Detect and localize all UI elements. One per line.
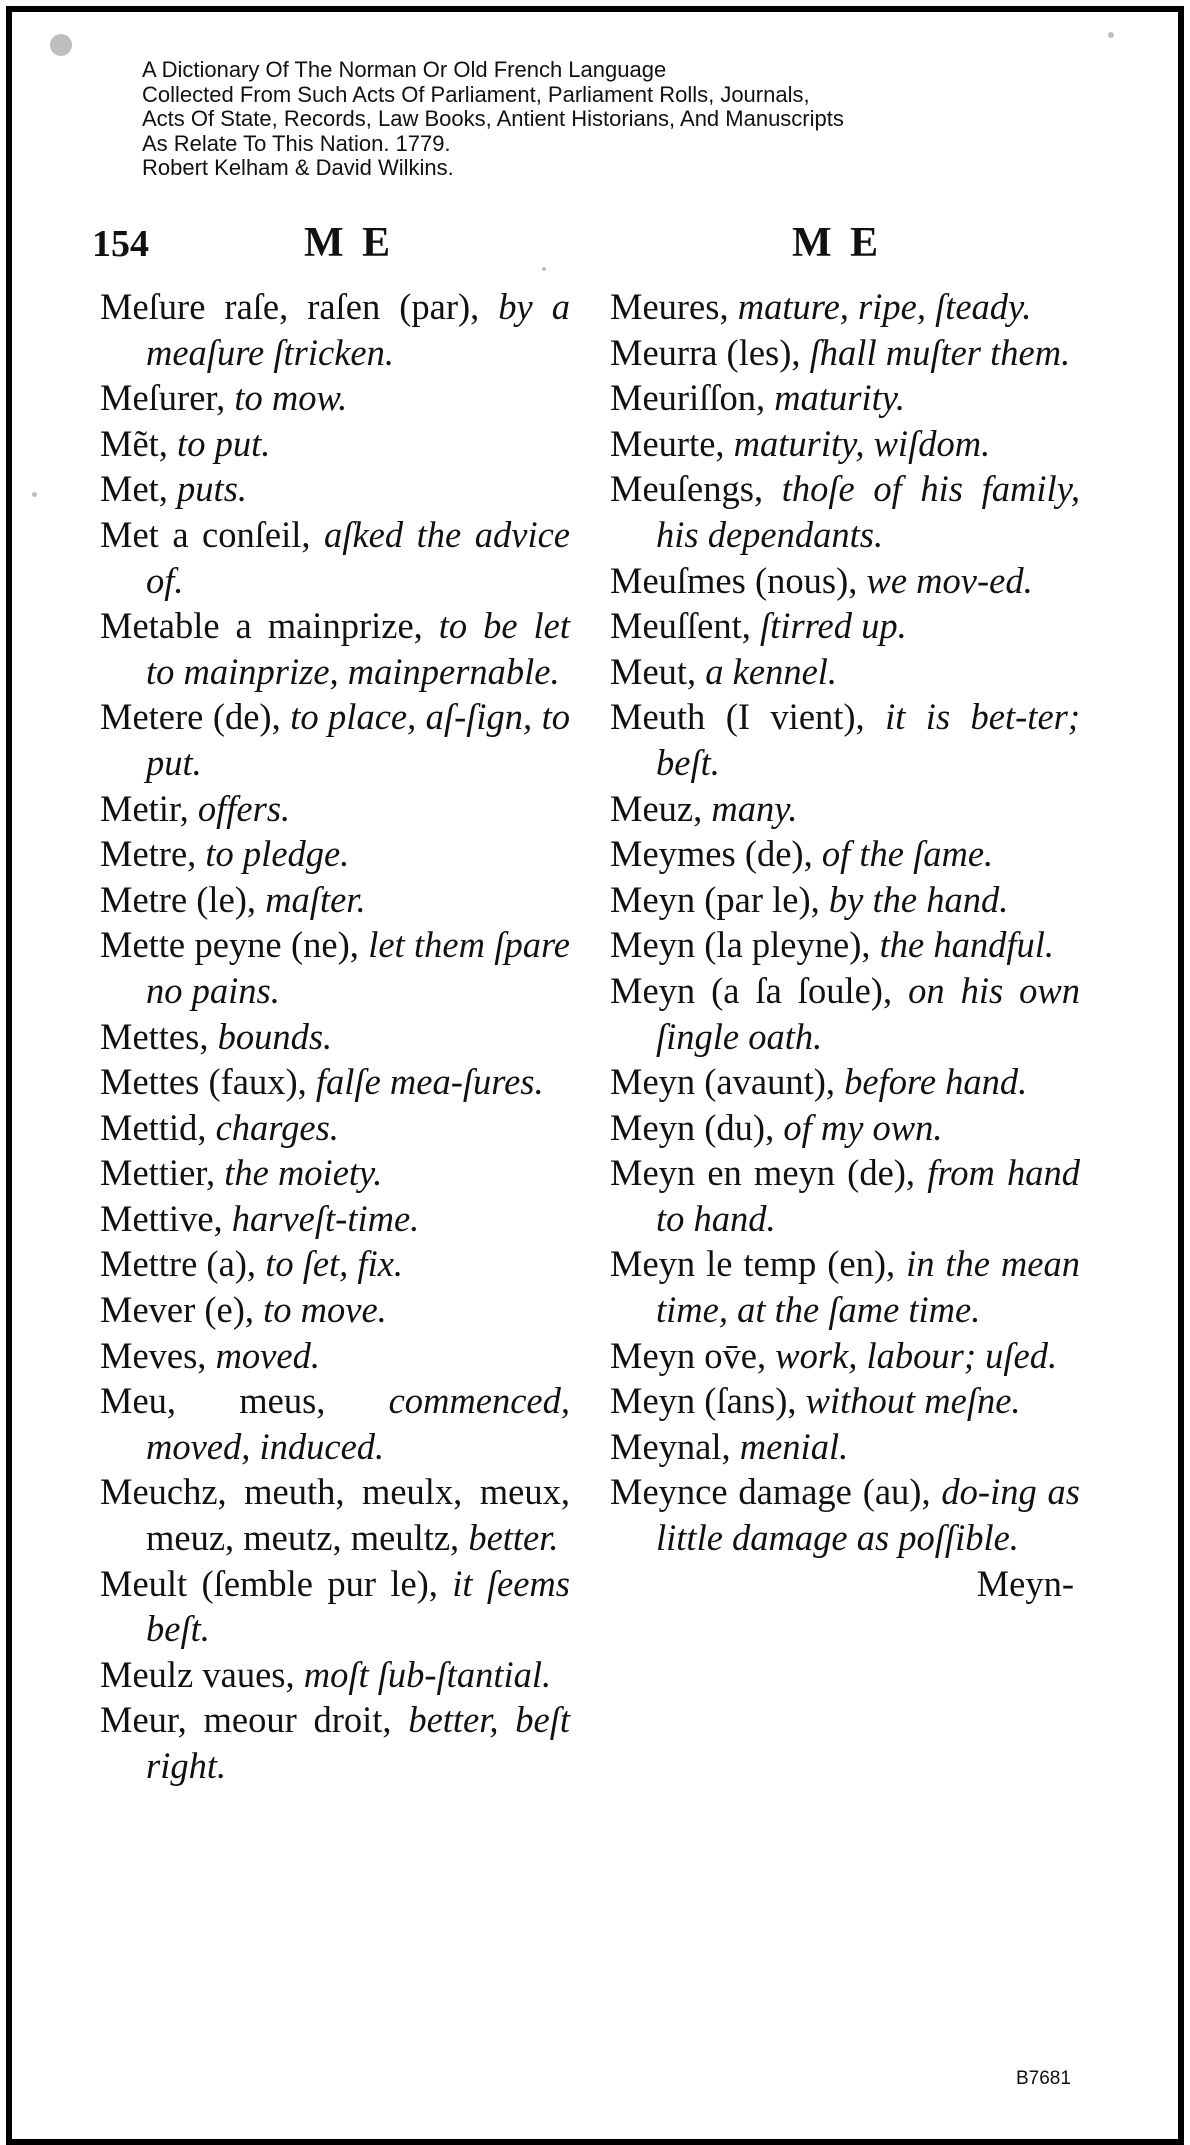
- entry-gloss: a kennel.: [705, 650, 838, 692]
- entry-headword: Mettes (faux),: [100, 1061, 307, 1103]
- entry-gloss: bounds.: [217, 1015, 333, 1057]
- entry-gloss: the handful.: [879, 924, 1054, 966]
- dictionary-entry: [610, 1378, 1080, 1424]
- dictionary-entry: [610, 558, 1080, 604]
- entry-gloss: menial.: [739, 1425, 849, 1467]
- entry-gloss: of my own.: [783, 1106, 943, 1148]
- entry-gloss: from hand to hand.: [656, 1152, 1080, 1239]
- entry-headword: Meu, meus,: [100, 1380, 326, 1422]
- source-note-line: Robert Kelham & David Wilkins.: [142, 155, 454, 180]
- entry-headword: Mẽt,: [100, 422, 168, 464]
- entry-headword: Metere (de),: [100, 696, 281, 738]
- dictionary-entry: [610, 603, 1080, 649]
- entry-headword: Meyn (du),: [610, 1106, 775, 1148]
- dictionary-entry: [610, 968, 1080, 1059]
- entry-gloss: in the mean time, at the ſame time.: [656, 1243, 1080, 1331]
- entry-headword: Meuz,: [610, 787, 703, 829]
- entry-headword: Meuth (I vient),: [610, 696, 865, 738]
- entry-gloss: aſked the advice of.: [146, 513, 570, 601]
- entry-gloss: falſe mea-ſures.: [315, 1061, 544, 1103]
- source-note-line: A Dictionary Of The Norman Or Old French Language: [142, 57, 667, 82]
- entry-headword: Meult (ſemble pur le),: [100, 1562, 438, 1604]
- page-number: 154: [92, 223, 149, 265]
- dictionary-entry: [100, 421, 570, 467]
- entry-headword: Mettre (a),: [100, 1243, 257, 1285]
- entry-gloss: better.: [468, 1517, 559, 1559]
- dictionary-entry: [610, 694, 1080, 785]
- entry-headword: Meynce damage (au),: [610, 1471, 931, 1513]
- entry-gloss: harveſt-time.: [231, 1197, 420, 1239]
- dictionary-entry: [100, 284, 570, 375]
- entry-headword: Meur, meour droit,: [100, 1699, 392, 1741]
- entry-headword: Meut,: [610, 650, 697, 692]
- entry-gloss: to place, aſ-ſign, to put.: [146, 696, 570, 783]
- dictionary-entry: [610, 466, 1080, 557]
- dictionary-entry: [100, 375, 570, 421]
- dictionary-entry: [610, 786, 1080, 832]
- entry-headword: Meyn (a ſa ſoule),: [610, 969, 893, 1011]
- dictionary-entry: [100, 1697, 570, 1788]
- entry-gloss: many.: [711, 787, 798, 829]
- entry-gloss: of the ſame.: [821, 833, 994, 875]
- print-speck: [50, 34, 72, 56]
- entry-headword: Meyn le temp (en),: [610, 1243, 896, 1285]
- dictionary-entry: [100, 1469, 570, 1560]
- print-speck: [32, 492, 37, 497]
- dictionary-entry: [610, 421, 1080, 467]
- source-note: [142, 58, 844, 181]
- dictionary-entry: [100, 694, 570, 785]
- entry-headword: Meuchz, meuth, meulx, meux, meuz, meutz, meultz,: [100, 1471, 570, 1559]
- dictionary-entry: [100, 1652, 570, 1698]
- dictionary-entry: [100, 831, 570, 877]
- entry-gloss: maturity.: [774, 377, 906, 419]
- right-column: [610, 284, 1080, 1606]
- entry-headword: Meuſmes (nous),: [610, 559, 858, 601]
- print-speck: [542, 267, 546, 271]
- entry-headword: Meymes (de),: [610, 833, 813, 875]
- print-speck: [1108, 32, 1114, 38]
- entry-gloss: moſt ſub-ſtantial.: [303, 1653, 552, 1695]
- dictionary-entry: [610, 375, 1080, 421]
- entry-headword: Metable a mainprize,: [100, 605, 423, 647]
- entry-gloss: mature, ripe, ſteady.: [737, 286, 1032, 327]
- entry-headword: Meurra (les),: [610, 331, 801, 373]
- entry-headword: Met a conſeil,: [100, 513, 311, 555]
- entry-gloss: before hand.: [844, 1061, 1028, 1103]
- entry-gloss: to mow.: [234, 377, 348, 419]
- entry-headword: Meynal,: [610, 1425, 731, 1467]
- entry-gloss: puts.: [177, 468, 248, 510]
- entry-headword: Meurte,: [610, 422, 725, 464]
- entry-gloss: maſter.: [265, 878, 366, 920]
- entry-gloss: offers.: [197, 787, 291, 829]
- dictionary-entry: [100, 512, 570, 603]
- left-column: [100, 284, 570, 1789]
- entry-gloss: without meſne.: [805, 1380, 1021, 1422]
- entry-headword: Met,: [100, 468, 168, 510]
- entry-gloss: by the hand.: [828, 878, 1009, 920]
- entry-headword: Mettid,: [100, 1106, 207, 1148]
- entry-gloss: by a meaſure ſtricken.: [146, 286, 570, 373]
- source-note-line: As Relate To This Nation. 1779.: [142, 130, 451, 156]
- dictionary-entry: [610, 1241, 1080, 1332]
- entry-headword: Meuſengs,: [610, 468, 764, 510]
- entry-headword: Meſurer,: [100, 377, 226, 419]
- entry-headword: Meulz vaues,: [100, 1653, 295, 1695]
- entry-gloss: better, beſt right.: [146, 1699, 571, 1786]
- entry-headword: Mettes,: [100, 1015, 209, 1057]
- dictionary-entry: [610, 284, 1080, 330]
- entry-gloss: it ſeems beſt.: [146, 1562, 570, 1650]
- entry-gloss: to move.: [263, 1289, 387, 1331]
- entry-gloss: to put.: [177, 422, 271, 464]
- entry-headword: Meyn (avaunt),: [610, 1061, 836, 1103]
- dictionary-entry: [610, 1150, 1080, 1241]
- entry-headword: Metir,: [100, 787, 189, 829]
- plate-id: B7681: [1016, 2068, 1071, 2089]
- dictionary-entry: [100, 786, 570, 832]
- entry-gloss: do-ing as little damage as poſſible.: [656, 1471, 1080, 1559]
- entry-gloss: let them ſpare no pains.: [146, 924, 571, 1011]
- dictionary-entry: [100, 603, 570, 694]
- dictionary-entry: [610, 877, 1080, 923]
- dictionary-entry: [100, 1014, 570, 1060]
- dictionary-entry: [610, 1105, 1080, 1151]
- dictionary-entry: [610, 649, 1080, 695]
- entry-gloss: thoſe of his family, his dependants.: [656, 468, 1081, 555]
- entry-headword: Meyn en meyn (de),: [610, 1152, 916, 1194]
- entry-headword: Meves,: [100, 1334, 207, 1376]
- entry-gloss: moved.: [215, 1334, 320, 1376]
- entry-headword: Meyn (par le),: [610, 878, 820, 920]
- source-note-line: Collected From Such Acts Of Parliament, Parliament Rolls, Journals,: [142, 81, 810, 107]
- dictionary-entry: [100, 1150, 570, 1196]
- dictionary-entry: [100, 1105, 570, 1151]
- dictionary-entry: [100, 1561, 570, 1652]
- entry-gloss: charges.: [215, 1106, 339, 1148]
- running-head-left: M E: [304, 220, 395, 266]
- entry-gloss: we mov-ed.: [866, 559, 1033, 601]
- dictionary-entry: [100, 877, 570, 923]
- dictionary-entry: [100, 1378, 570, 1469]
- running-head-right: M E: [792, 220, 883, 266]
- entry-headword: Metre,: [100, 833, 197, 875]
- source-note-line: Acts Of State, Records, Law Books, Antient Historians, And Manuscripts: [142, 106, 844, 131]
- entry-headword: Meſure raſe, raſen (par),: [100, 286, 480, 327]
- page-frame: [6, 6, 1184, 2145]
- entry-gloss: the moiety.: [224, 1152, 383, 1194]
- entry-gloss: commenced, moved, induced.: [146, 1380, 571, 1467]
- entry-gloss: to pledge.: [205, 833, 350, 875]
- entry-headword: Meuriſſon,: [610, 377, 766, 419]
- entry-headword: Mettive,: [100, 1197, 223, 1239]
- entry-headword: Meyn (la pleyne),: [610, 924, 871, 966]
- entry-gloss: ſtirred up.: [760, 605, 907, 647]
- entry-gloss: maturity, wiſdom.: [733, 422, 991, 464]
- entry-headword: Mettier,: [100, 1152, 216, 1194]
- entry-gloss: on his own ſingle oath.: [656, 969, 1080, 1057]
- entry-gloss: to be let to mainprize, mainpernable.: [146, 605, 571, 692]
- dictionary-entry: [610, 831, 1080, 877]
- entry-headword: Meyn ov̄e,: [610, 1334, 767, 1376]
- entry-gloss: it is bet-ter; beſt.: [656, 696, 1081, 783]
- dictionary-entry: [610, 1469, 1080, 1560]
- dictionary-entry: [610, 1424, 1080, 1470]
- entry-gloss: to ſet, fix.: [265, 1243, 404, 1285]
- dictionary-entry: [100, 1059, 570, 1105]
- dictionary-entry: [100, 1241, 570, 1287]
- dictionary-entry: [100, 466, 570, 512]
- entry-headword: Meuſſent,: [610, 605, 751, 647]
- entry-gloss: ſhall muſter them.: [809, 331, 1071, 373]
- dictionary-entry: [100, 1287, 570, 1333]
- catchword: Meyn-: [976, 1562, 1074, 1604]
- dictionary-entry: [100, 1333, 570, 1379]
- entry-headword: Metre (le),: [100, 878, 257, 920]
- dictionary-entry: [100, 1196, 570, 1242]
- dictionary-entry: [610, 922, 1080, 968]
- entry-headword: Mever (e),: [100, 1289, 255, 1331]
- entry-headword: Mette peyne (ne),: [100, 924, 359, 966]
- entry-headword: Meures,: [610, 286, 729, 327]
- dictionary-entry: [610, 330, 1080, 376]
- entry-headword: Meyn (ſans),: [610, 1380, 797, 1422]
- dictionary-entry: [100, 922, 570, 1013]
- dictionary-entry: [610, 1059, 1080, 1105]
- entry-gloss: work, labour; uſed.: [775, 1334, 1058, 1376]
- dictionary-entry: [610, 1333, 1080, 1379]
